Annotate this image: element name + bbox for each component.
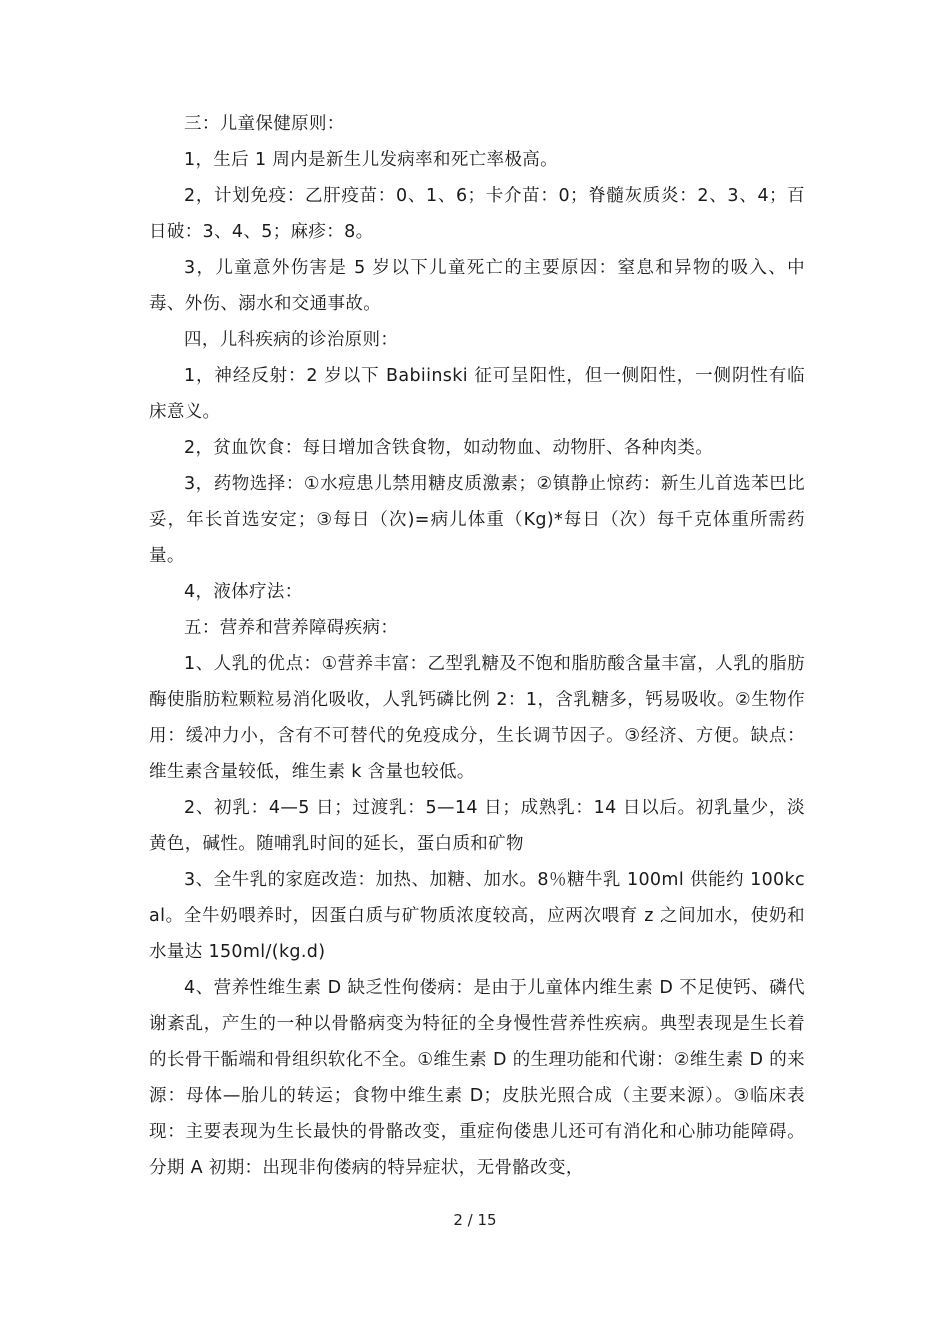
paragraph-colostrum: 2、初乳：4—5 日；过渡乳：5—14 日；成熟乳：14 日以后。初乳量少，淡黄色，碱性。随哺乳时间的延长，蛋白质和矿物 (149, 798, 805, 854)
page-number: 2 / 15 (453, 1211, 497, 1229)
paragraph-fluid-therapy: 4，液体疗法： (184, 582, 303, 602)
paragraph-drug-selection: 3，药物选择：①水痘患儿禁用糖皮质激素；②镇静止惊药：新生儿首选苯巴比妥，年长首选安定；③每日（次)=病儿体重（Kg)*每日（次）每千克体重所需药量。 (149, 474, 805, 566)
section-heading-nutrition: 五：营养和营养障碍疾病： (184, 618, 399, 638)
paragraph-neural-reflex: 1，神经反射：2 岁以下 Babiinski 征可呈阳性，但一侧阳性，一侧阴性有临床意义。 (149, 366, 805, 422)
section-heading-child-health-principles: 三：儿童保健原则： (184, 114, 345, 134)
document-body (149, 106, 805, 1186)
paragraph-breast-milk-advantages: 1、人乳的优点：①营养丰富：乙型乳糖及不饱和脂肪酸含量丰富，人乳的脂肪酶使脂肪粒颗粒易消化吸收，人乳钙磷比例 2：1，含乳糖多，钙易吸收。②生物作用：缓冲力小，含有不可替代的免疫成分，生长调节因子。③经济、方便。缺点：维生素含量较低，维生素 k 含量也较低。 (149, 654, 805, 782)
paragraph-cow-milk-modification: 3、全牛乳的家庭改造：加热、加糖、加水。8％糖牛乳 100ml 供能约 100kcal。全牛奶喂养时，因蛋白质与矿物质浓度较高，应两次喂育 z 之间加水，使奶和水量达 150ml/(kg.d) (149, 870, 805, 962)
paragraph-immunization-schedule: 2，计划免疫：乙肝疫苗：0、1、6；卡介苗：0；脊髓灰质炎：2、3、4；百日破：3、4、5；麻疹：8。 (149, 186, 805, 242)
paragraph-newborn-mortality: 1，生后 1 周内是新生儿发病率和死亡率极高。 (184, 150, 558, 170)
paragraph-anemia-diet: 2，贫血饮食：每日增加含铁食物，如动物血、动物肝、各种肉类。 (184, 438, 714, 458)
section-heading-diagnosis-principles: 四，儿科疾病的诊治原则： (184, 330, 399, 350)
paragraph-rickets: 4、营养性维生素 D 缺乏性佝偻病：是由于儿童体内维生素 D 不足使钙、磷代谢紊乱，产生的一种以骨骼病变为特征的全身慢性营养性疾病。典型表现是生长着的长骨干骺端和骨组织软化不全。①维生素 D 的生理功能和代谢：②维生素 D 的来源：母体—胎儿的转运；食物中维生素 D；皮肤光照合成（主要来源）。③临床表现：主要表现为生长最快的骨骼改变，重症佝偻患儿还可有消化和心肺功能障碍。分期 A 初期：出现非佝偻病的特异症状，无骨骼改变， (149, 978, 805, 1178)
paragraph-accidental-injury: 3，儿童意外伤害是 5 岁以下儿童死亡的主要原因：窒息和异物的吸入、中毒、外伤、溺水和交通事故。 (149, 258, 805, 314)
